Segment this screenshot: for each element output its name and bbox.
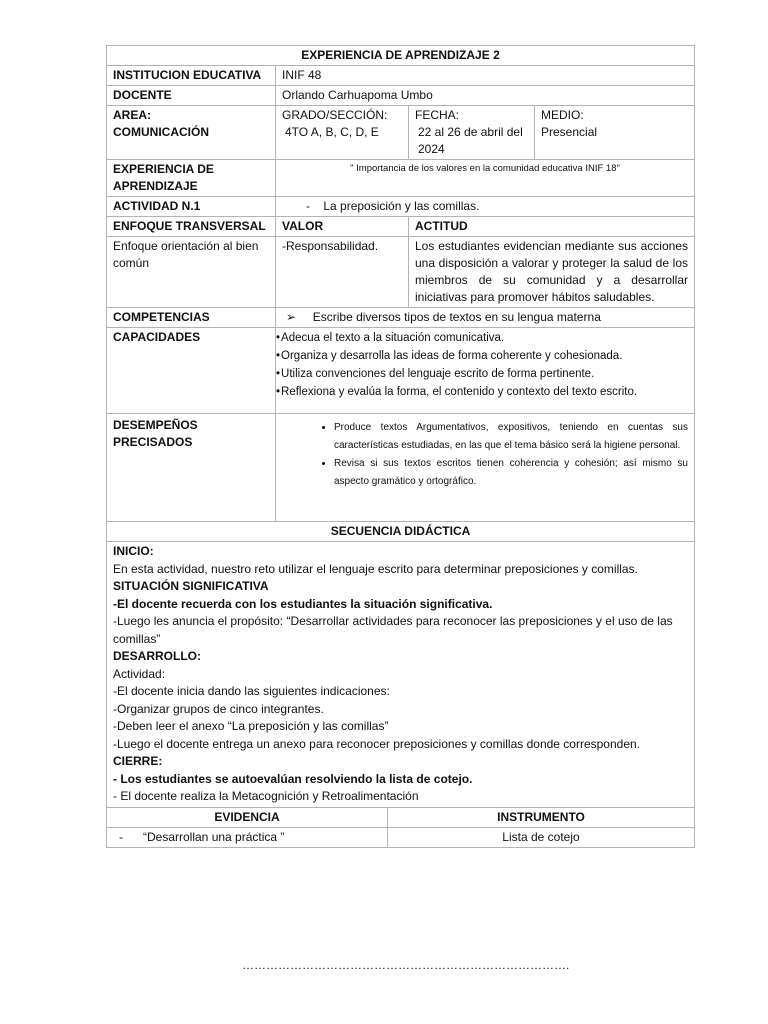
experiencia-label: EXPERIENCIA DE APRENDIZAJE <box>107 160 276 197</box>
medio-value: Presencial <box>541 125 598 139</box>
area-value: COMUNICACIÓN <box>113 125 209 139</box>
desempeno-item: • Produce textos Argumentativos, expositivos, teniendo en cuentas sus características estudiadas, en las que el tema básico será la higiene personal. <box>334 419 688 455</box>
institucion-label: INSTITUCION EDUCATIVA <box>107 66 276 86</box>
grado-label: GRADO/SECCIÓN: <box>282 108 388 122</box>
competencias-value: Escribe diversos tipos de textos en su lengua materna <box>312 310 601 324</box>
capacidad-item: • Adecua el texto a la situación comunicativa. <box>276 329 688 347</box>
capacidad-item: • Utiliza convenciones del lenguaje escrito de forma pertinente. <box>276 365 688 383</box>
actividad-cell <box>276 197 695 217</box>
situacion-label: SITUACIÓN SIGNIFICATIVA <box>113 579 269 593</box>
dash-bullet: - <box>119 829 143 844</box>
desempenos-cell <box>276 414 695 522</box>
desempenos-list <box>282 419 688 491</box>
situacion-line-2: -Luego les anuncia el propósito: “Desarrollar actividades para reconocer las preposiciones y el uso de las comillas” <box>113 614 673 646</box>
arrow-bullet-icon: ➢ <box>286 310 313 324</box>
evidencia-cell <box>107 827 388 847</box>
enfoque-value: Enfoque orientación al bien común <box>107 237 276 308</box>
medio-cell <box>535 106 695 160</box>
capacidades-list <box>276 329 688 401</box>
grado-cell <box>276 106 409 160</box>
secuencia-title: SECUENCIA DIDÁCTICA <box>107 522 695 542</box>
signature-line: ………………………………………………………………………. <box>242 958 570 972</box>
docente-value: Orlando Carhuapoma Umbo <box>276 86 695 106</box>
fecha-cell <box>409 106 535 160</box>
desarrollo-line-1: -El docente inicia dando las siguientes indicaciones: <box>113 684 390 698</box>
desarrollo-line-3: -Deben leer el anexo “La preposición y las comillas” <box>113 719 389 733</box>
actitud-label: ACTITUD <box>409 217 695 237</box>
docente-label: DOCENTE <box>107 86 276 106</box>
cierre-label: CIERRE: <box>113 754 163 768</box>
capacidad-item: • Organiza y desarrolla las ideas de forma coherente y cohesionada. <box>276 347 688 365</box>
secuencia-body <box>107 542 695 808</box>
capacidades-cell <box>276 328 695 414</box>
evidencia-value: “Desarrollan una práctica ” <box>143 829 285 844</box>
evidencia-header: EVIDENCIA <box>107 807 388 827</box>
valor-label: VALOR <box>276 217 409 237</box>
competencias-cell <box>276 308 695 328</box>
actividad-label: ACTIVIDAD N.1 <box>107 197 276 217</box>
experiencia-value: " Importancia de los valores en la comunidad educativa INIF 18" <box>276 160 695 197</box>
competencias-label: COMPETENCIAS <box>107 308 276 328</box>
desarrollo-line-2: -Organizar grupos de cinco integrantes. <box>113 701 324 716</box>
inicio-text: En esta actividad, nuestro reto utilizar el lenguaje escrito para determinar preposiciones y comillas. <box>113 561 638 576</box>
desempeno-item: • Revisa si sus textos escritos tienen coherencia y cohesión; así mismo su aspecto gramático y ortográfico. <box>334 455 688 491</box>
enfoque-label: ENFOQUE TRANSVERSAL <box>107 217 276 237</box>
dash-bullet: - <box>306 199 324 213</box>
instrumento-value: Lista de cotejo <box>388 827 695 847</box>
cierre-line-2: - El docente realiza la Metacognición y Retroalimentación <box>113 789 419 803</box>
inicio-label: INICIO: <box>113 544 154 558</box>
actividad-value: La preposición y las comillas. <box>323 199 480 213</box>
institucion-value: INIF 48 <box>276 66 695 86</box>
actitud-value: Los estudiantes evidencian mediante sus acciones una disposición a valorar y proteger la salud de los miembros de su comunidad y a desarrollar iniciativas para promover hábitos saludables. <box>409 237 695 308</box>
valor-value: -Responsabilidad. <box>276 237 409 308</box>
document-title: EXPERIENCIA DE APRENDIZAJE 2 <box>107 46 695 66</box>
grado-value: 4TO A, B, C, D, E <box>285 125 379 139</box>
instrumento-header: INSTRUMENTO <box>388 807 695 827</box>
capacidades-label: CAPACIDADES <box>107 328 276 414</box>
area-label: AREA: <box>113 108 151 122</box>
desempenos-label: DESEMPEÑOS PRECISADOS <box>107 414 276 522</box>
cierre-line-1: - Los estudiantes se autoevalúan resolviendo la lista de cotejo. <box>113 771 473 786</box>
info-table <box>106 45 695 808</box>
desarrollo-line-4: -Luego el docente entrega un anexo para reconocer preposiciones y comillas donde corresponden. <box>113 736 641 751</box>
area-cell <box>107 106 276 160</box>
fecha-label: FECHA: <box>415 108 460 122</box>
evaluation-table <box>106 807 695 848</box>
medio-label: MEDIO: <box>541 108 584 122</box>
actividad-sublabel: Actividad: <box>113 666 166 681</box>
situacion-line-1: -El docente recuerda con los estudiantes la situación significativa. <box>113 596 493 611</box>
learning-experience-document <box>106 45 694 848</box>
fecha-value: 22 al 26 de abril del 2024 <box>418 125 523 156</box>
capacidad-item: • Reflexiona y evalúa la forma, el contenido y contexto del texto escrito. <box>276 383 688 401</box>
desarrollo-label: DESARROLLO: <box>113 649 201 663</box>
